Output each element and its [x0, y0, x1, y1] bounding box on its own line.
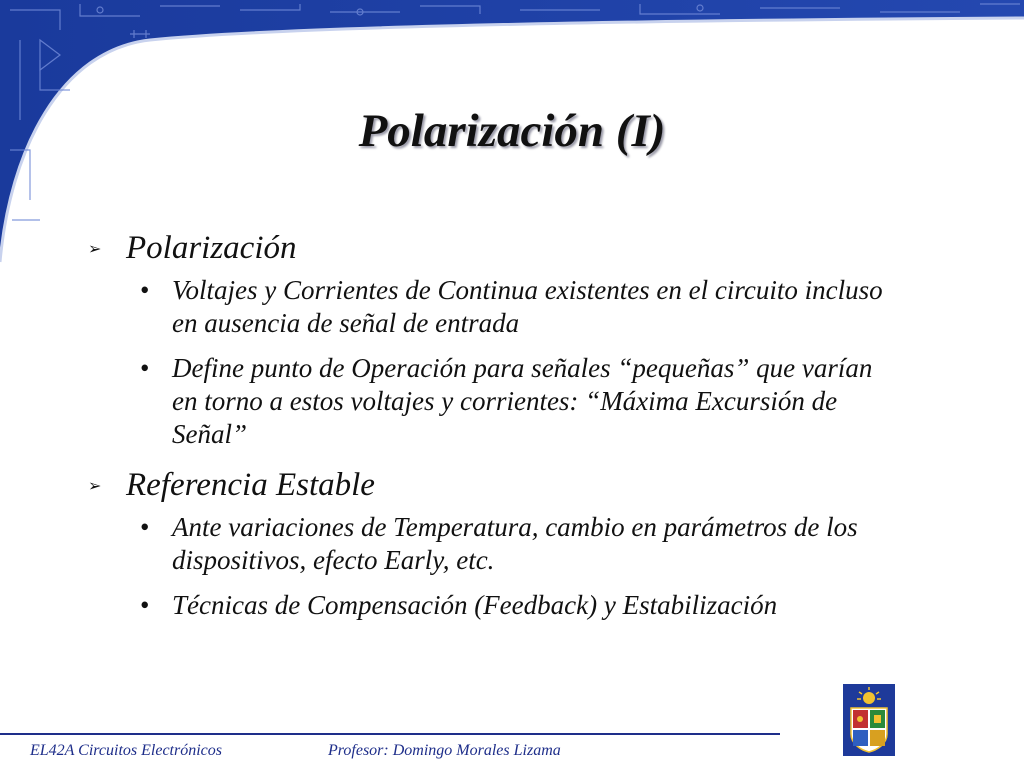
footer-professor: Profesor: Domingo Morales Lizama	[328, 742, 561, 759]
list-item-text: Técnicas de Compensación (Feedback) y Estabilización	[172, 590, 778, 620]
list-item-text: Voltajes y Corrientes de Continua existentes en el circuito incluso en ausencia de señal de entrada	[172, 275, 883, 338]
list-item-text: Ante variaciones de Temperatura, cambio en parámetros de los dispositivos, efecto Early, etc.	[172, 512, 858, 575]
footer-divider	[0, 733, 780, 735]
slide-content	[84, 228, 984, 622]
list-item	[84, 511, 892, 577]
footer-course: EL42A Circuitos Electrónicos	[30, 742, 222, 759]
section-heading-polarizacion	[84, 228, 984, 268]
list-item	[84, 589, 972, 622]
section-heading-referencia	[84, 465, 984, 505]
slide-title: Polarización (I)	[358, 105, 666, 157]
list-item-text: Define punto de Operación para señales “pequeñas” que varían en torno a estos voltajes y corrientes: “Máxima Excursión de Señal”	[172, 353, 873, 449]
section-heading-text: Polarización	[126, 230, 297, 266]
section-heading-text: Referencia Estable	[126, 467, 375, 503]
dot-bullet-icon: •	[140, 512, 150, 542]
list-item	[84, 274, 892, 340]
arrowhead-bullet-icon: ➢	[88, 478, 102, 495]
university-crest-icon	[843, 684, 895, 756]
dot-bullet-icon: •	[140, 353, 150, 383]
dot-bullet-icon: •	[140, 590, 150, 620]
arrowhead-bullet-icon: ➢	[88, 241, 102, 258]
list-item	[84, 352, 892, 451]
dot-bullet-icon: •	[140, 275, 150, 305]
